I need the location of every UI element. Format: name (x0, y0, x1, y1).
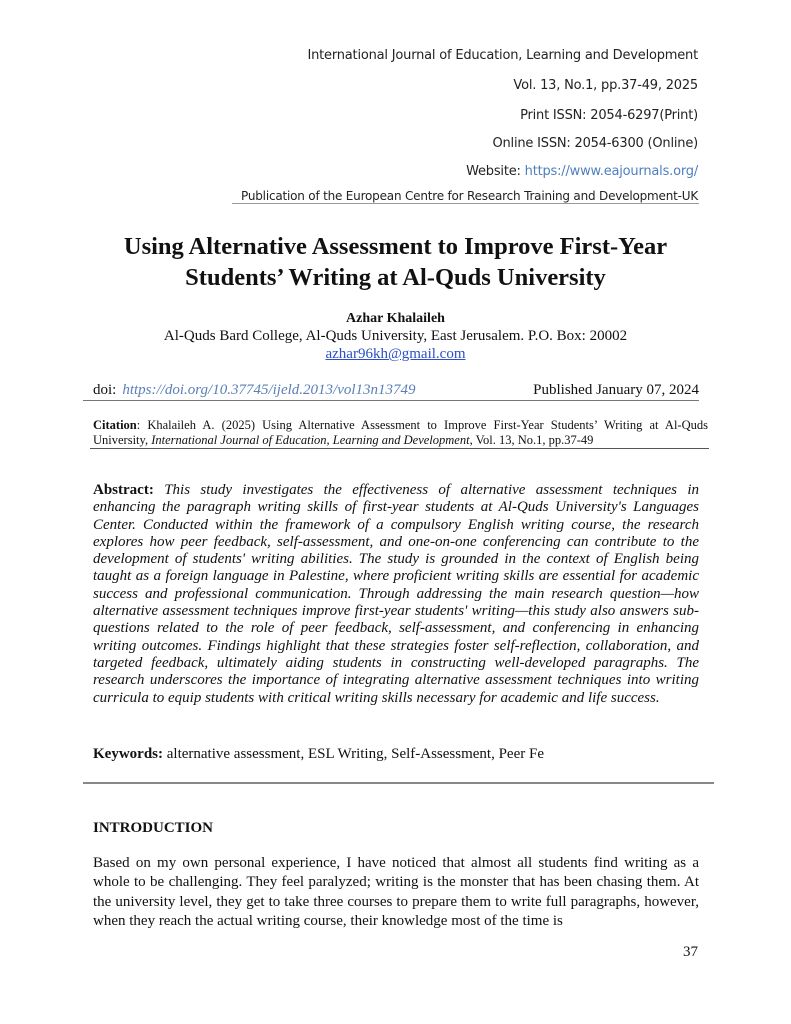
citation-divider (90, 448, 709, 449)
citation-text-after: , Vol. 13, No.1, pp.37-49 (469, 432, 594, 447)
doi-link[interactable]: https://doi.org/10.37745/ijeld.2013/vol13n13749 (122, 382, 416, 398)
title-line-1: Using Alternative Assessment to Improve First-Year (123, 233, 668, 260)
website-link[interactable]: https://www.eajournals.org/ (524, 164, 698, 179)
author-name: Azhar Khalaileh (346, 311, 445, 326)
citation (93, 418, 708, 447)
author-email-link[interactable]: azhar96kh@gmail.com (325, 346, 466, 362)
abstract-label: Abstract: (93, 482, 154, 498)
journal-volume: Vol. 13, No.1, pp.37-49, 2025 (513, 78, 698, 93)
print-issn: Print ISSN: 2054-6297(Print) (520, 108, 698, 123)
author-affiliation: Al-Quds Bard College, Al-Quds University, East Jerusalem. P.O. Box: 20002 (163, 328, 628, 344)
journal-website (466, 164, 698, 179)
abstract-text: This study investigates the effectiveness of alternative assessment techniques in enhancing the paragraph writing skills of first-year students at Al-Quds University's Languages Center. Conducted within the framework of a compulsory English writing course, the research explores how peer feedback, self-assessment, and one-on-one conferencing can contribute to the development of students' writing abilities. The study is grounded in the context of English being taught as a foreign language in Palestine, where proficient writing skills are essential for academic success and professional communication. Through addressing the main research question—how alternative assessment techniques improve first-year students' writing—this study also answers sub-questions related to the role of peer feedback, self-assessment, and conferencing in enhancing writing outcomes. Findings highlight that these strategies foster self-reflection, collaboration, and targeted feedback, ultimately aiding students in constructing well-developed paragraphs. The research underscores the importance of integrating alternative assessment techniques into writing curricula to equip students with critical writing skills necessary for academic and life success. (93, 482, 699, 706)
introduction-paragraph: Based on my own personal experience, I have noticed that almost all students find writing as a whole to be challenging. They feel paralyzed; writing is the monster that has been chasing them. At the university level, they get to take three courses to prepare them to write full paragraphs, however, when they reach the actual writing course, their knowledge most of the time is (93, 855, 699, 929)
citation-journal: International Journal of Education, Learning and Development (151, 432, 470, 447)
doi-divider (83, 400, 699, 401)
website-label: Website: (466, 164, 525, 179)
keywords (93, 746, 699, 763)
keywords-divider (83, 782, 714, 784)
publisher-line: Publication of the European Centre for Research Training and Development-UK (241, 189, 698, 203)
doi-label: doi: (93, 382, 117, 398)
keywords-text: alternative assessment, ESL Writing, Self-Assessment, Peer Fe (166, 746, 544, 762)
author-email (60, 346, 731, 363)
citation-text-before: : Khalaileh A. (2025) Using Alternative Assessment to Improve First-Year Students’ Writing at Al-Quds University, (93, 418, 708, 447)
published-date: Published January 07, 2024 (533, 382, 699, 398)
abstract (93, 482, 699, 707)
page-number: 37 (683, 944, 698, 960)
paper-title (60, 231, 731, 293)
journal-name: International Journal of Education, Learning and Development (307, 48, 698, 63)
online-issn: Online ISSN: 2054-6300 (Online) (492, 136, 698, 151)
citation-label: Citation (93, 418, 137, 432)
doi-row (93, 382, 699, 402)
section-heading-introduction: INTRODUCTION (93, 820, 214, 836)
header-divider (232, 203, 699, 204)
title-line-2: Students’ Writing at Al-Quds University (185, 264, 606, 291)
keywords-label: Keywords: (93, 746, 163, 762)
